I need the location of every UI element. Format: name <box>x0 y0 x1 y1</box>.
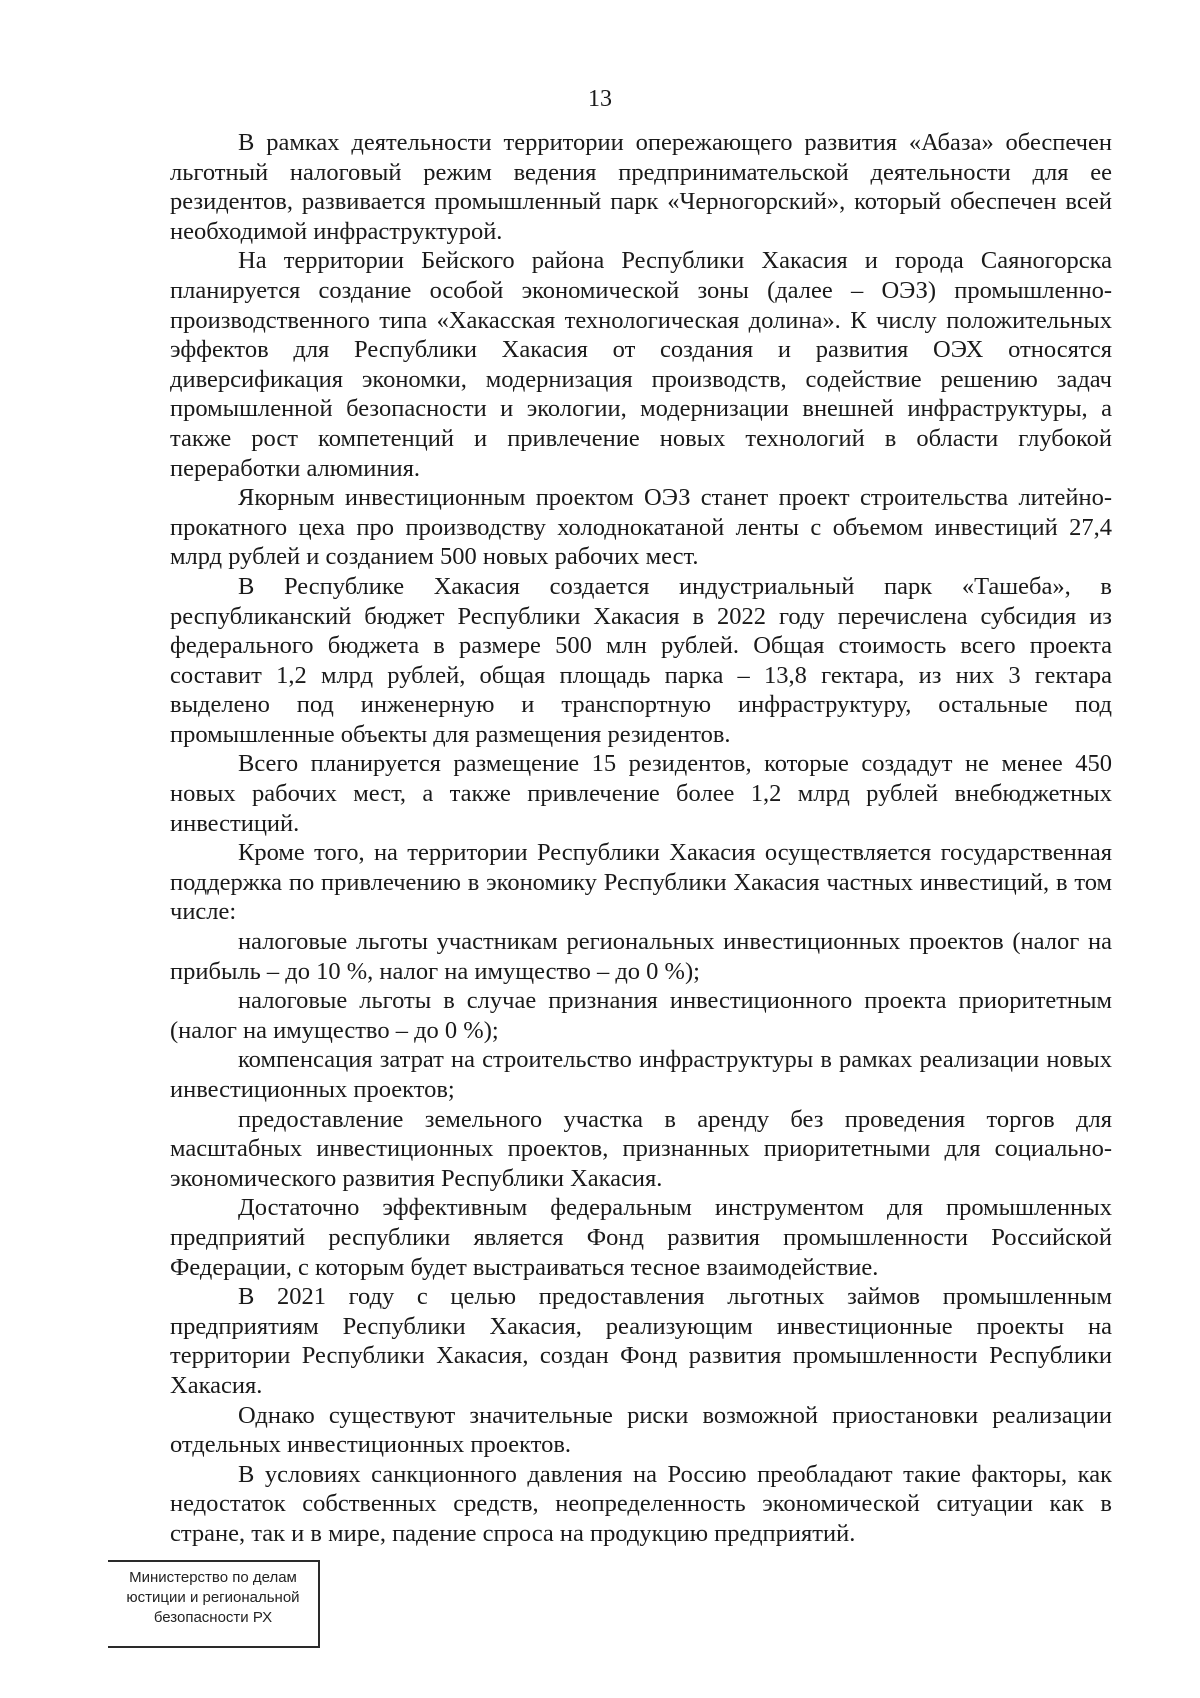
paragraph-land-lease: предоставление земельного участка в аренду без проведения торгов для масштабных инвестиционных проектов, признанных приоритетными для социально-экономического развития Республики Хакасия. <box>170 1105 1112 1192</box>
paragraph-state-support: Кроме того, на территории Республики Хакасия осуществляется государственная поддержка по привлечению в экономику Республики Хакасия частных инвестиций, в том числе: <box>170 839 1112 926</box>
stamp-line-3: безопасности РХ <box>153 1609 273 1626</box>
paragraph-federal-fund: Достаточно эффективным федеральным инструментом для промышленных предприятий республики является Фонд развития промышленности Российской Федерации, с которым будет выстраиваться тесное взаимодействие. <box>170 1194 1112 1281</box>
paragraph-anchor-project: Якорным инвестиционным проектом ОЭЗ станет проект строительства литейно-прокатного цеха про производству холоднокатаной ленты с объемом инвестиций 27,4 млрд рублей и созданием 500 новых рабочих мест. <box>170 484 1112 571</box>
paragraph-oez-plan: На территории Бейского района Республики Хакасия и города Саяногорска планируется создание особой экономической зоны (далее – ОЭЗ) промышленно-производственного типа «Хакасская технологическая долина». К числу положительных эффектов для Республики Хакасия от создания и развития ОЭХ относятся диверсификация экономки, модернизация производств, содействие решению задач промышленной безопасности и экологии, модернизации внешней инфраструктуры, а также рост компетенций и привлечение новых технологий в области глубокой переработки алюминия. <box>170 247 1112 482</box>
stamp-line-1: Министерство по делам <box>129 1569 297 1586</box>
paragraph-regional-fund: В 2021 году с целью предоставления льготных займов промышленным предприятиям Республики Хакасия, реализующим инвестиционные проекты на территории Республики Хакасия, создан Фонд развития промышленности Республики Хакасия. <box>170 1283 1112 1399</box>
page-number: 13 <box>588 86 612 112</box>
stamp-line-2: юстиции и региональной <box>126 1589 300 1606</box>
paragraph-tax-benefits-priority: налоговые льготы в случае признания инвестиционного проекта приоритетным (налог на имущество – до 0 %); <box>170 987 1112 1044</box>
document-body <box>170 128 1112 1549</box>
paragraph-aba-za: В рамках деятельности территории опережающего развития «Абаза» обеспечен льготный налоговый режим ведения предпринимательской деятельности для ее резидентов, развивается промышленный парк «Черногорский», который обеспечен всей необходимой инфраструктурой. <box>170 129 1112 245</box>
paragraph-residents: Всего планируется размещение 15 резидентов, которые создадут не менее 450 новых рабочих мест, а также привлечение более 1,2 млрд рублей внебюджетных инвестиций. <box>170 750 1112 837</box>
ministry-stamp <box>108 1560 320 1648</box>
paragraph-tasheba-park: В Республике Хакасия создается индустриальный парк «Ташеба», в республиканский бюджет Республики Хакасия в 2022 году перечислена субсидия из федерального бюджета в размере 500 млн рублей. Общая стоимость всего проекта составит 1,2 млрд рублей, общая площадь парка – 13,8 гектара, из них 3 гектара выделено под инженерную и транспортную инфраструктуру, остальные под промышленные объекты для размещения резидентов. <box>170 572 1112 748</box>
paragraph-infrastructure-compensation: компенсация затрат на строительство инфраструктуры в рамках реализации новых инвестиционных проектов; <box>170 1046 1112 1103</box>
paragraph-risks: Однако существуют значительные риски возможной приостановки реализации отдельных инвестиционных проектов. <box>170 1401 1112 1459</box>
paragraph-tax-benefits-regional: налоговые льготы участникам региональных инвестиционных проектов (налог на прибыль – до 10 %, налог на имущество – до 0 %); <box>170 928 1112 985</box>
paragraph-sanctions: В условиях санкционного давления на Россию преобладают такие факторы, как недостаток собственных средств, неопределенность экономической ситуации как в стране, так и в мире, падение спроса на продукцию предприятий. <box>170 1460 1112 1547</box>
